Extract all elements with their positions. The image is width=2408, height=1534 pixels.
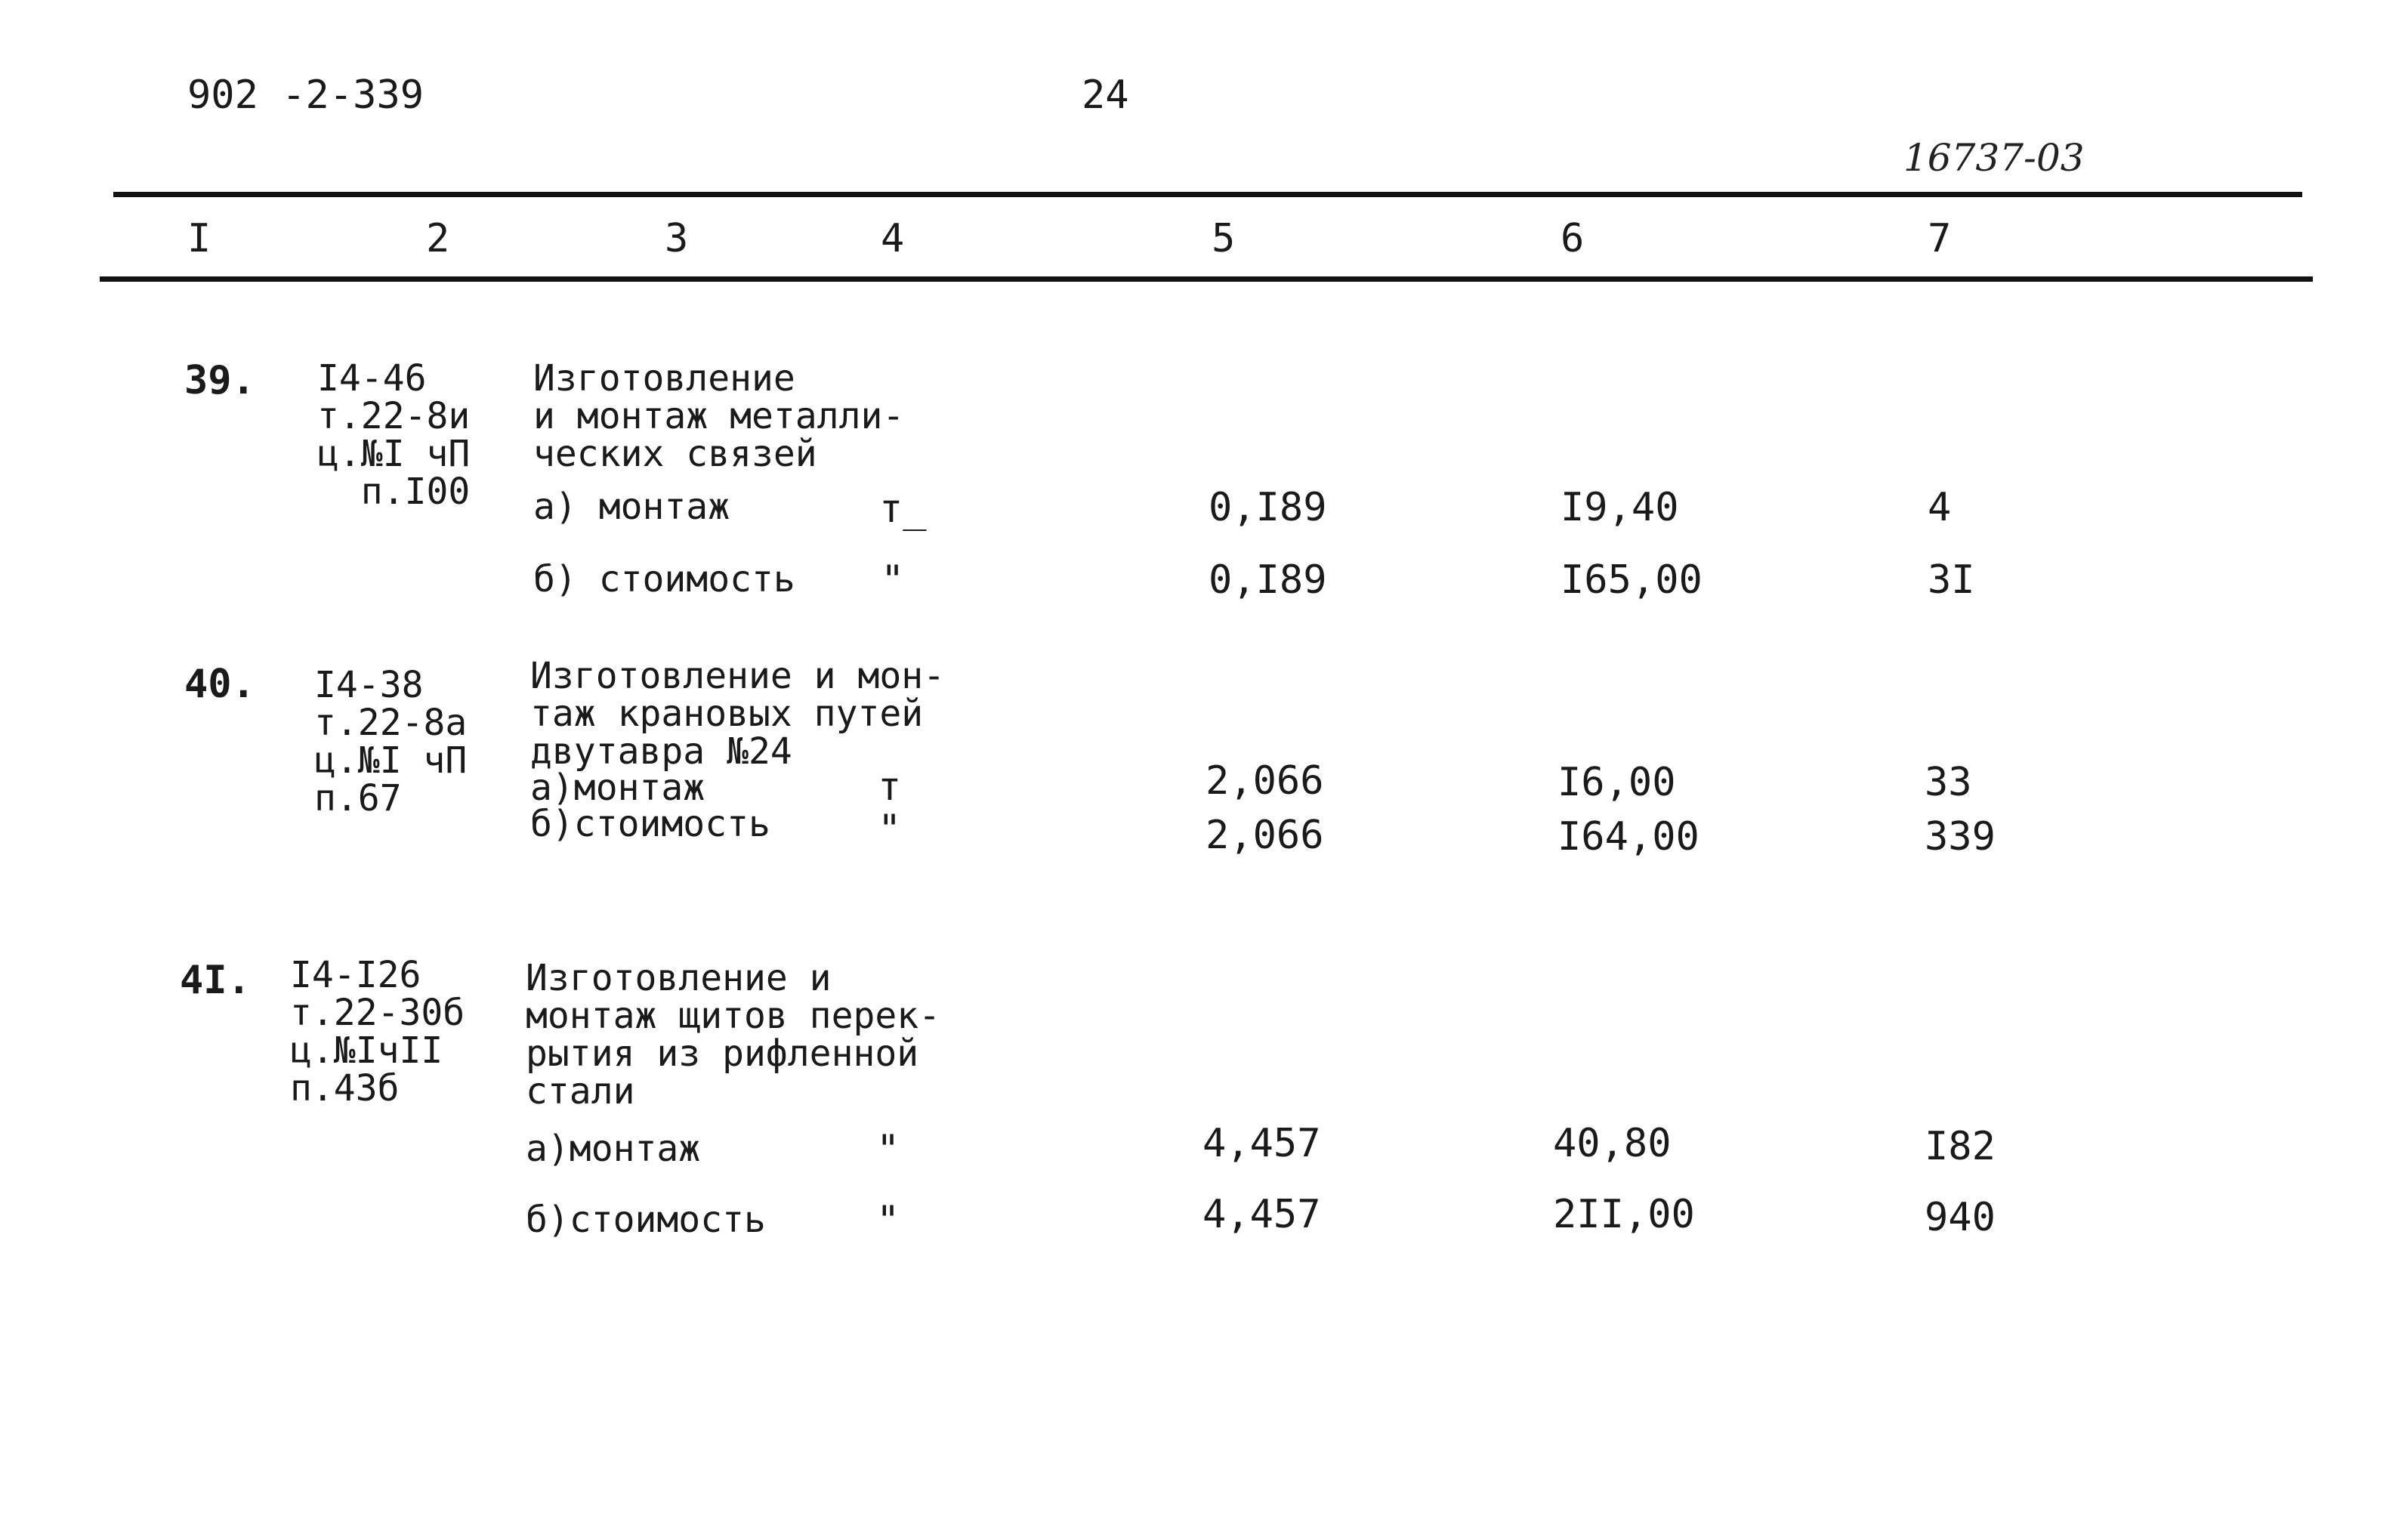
norm-code: I4-38 т.22-8а ц.№I чП п.67 (314, 664, 468, 819)
item-label: б) стоимость (533, 558, 795, 600)
item-unit: " (881, 557, 905, 603)
item-unit: " (876, 1198, 900, 1243)
column-header-5: 5 (1212, 216, 1236, 261)
item-total: I82 (1925, 1124, 1996, 1169)
column-header-2: 2 (426, 216, 450, 261)
work-description: Изготовление и монтаж щитов перек- рытия из рифленной стали (526, 957, 941, 1113)
item-label: а)монтаж (530, 767, 705, 809)
page-number: 24 (1082, 73, 1129, 118)
table-header-rule (100, 276, 2313, 282)
item-total: 4 (1928, 485, 1952, 530)
item-quantity: 2,066 (1206, 758, 1324, 804)
handwritten-code: 16737-03 (1903, 136, 2085, 180)
item-unit: " (876, 1127, 900, 1172)
work-description: Изготовление и мон- таж крановых путей двутавра №24 (530, 655, 946, 773)
item-unit-price: 2II,00 (1553, 1192, 1695, 1237)
column-header-7: 7 (1928, 216, 1952, 261)
column-header-1: I (187, 216, 211, 261)
norm-code: I4-46 т.22-8и ц.№I чП п.I00 (317, 357, 471, 513)
item-total: 3I (1928, 557, 1975, 603)
item-total: 339 (1925, 814, 1996, 860)
item-unit: " (878, 807, 902, 852)
item-unit-price: I64,00 (1557, 814, 1699, 860)
row-number: 39. (184, 358, 255, 403)
column-header-4: 4 (881, 216, 905, 261)
item-label: б)стоимость (526, 1199, 766, 1241)
document-code: 902 -2-339 (187, 73, 424, 118)
column-header-6: 6 (1561, 216, 1585, 261)
item-label: б)стоимость (530, 803, 770, 845)
row-number: 40. (184, 662, 255, 707)
item-quantity: 4,457 (1202, 1192, 1321, 1237)
column-header-3: 3 (665, 216, 689, 261)
item-quantity: 2,066 (1206, 813, 1324, 858)
item-unit-price: I9,40 (1561, 485, 1679, 530)
work-description: Изготовление и монтаж металли- ческих связей (533, 357, 905, 475)
item-unit: т (878, 764, 902, 810)
item-total: 33 (1925, 760, 1972, 805)
table-top-rule (113, 192, 2302, 197)
item-quantity: 0,I89 (1209, 485, 1327, 530)
norm-code: I4-I26 т.22-30б ц.№IчII п.43б (290, 954, 465, 1110)
item-total: 940 (1925, 1195, 1996, 1240)
item-label: а)монтаж (526, 1128, 701, 1170)
item-unit-price: I6,00 (1557, 760, 1676, 805)
item-quantity: 0,I89 (1209, 557, 1327, 603)
item-quantity: 4,457 (1202, 1121, 1321, 1166)
item-label: а) монтаж (533, 486, 730, 528)
item-unit-price: I65,00 (1561, 557, 1703, 603)
item-unit: т_ (879, 486, 927, 532)
row-number: 4I. (180, 958, 251, 1003)
item-unit-price: 40,80 (1553, 1121, 1672, 1166)
